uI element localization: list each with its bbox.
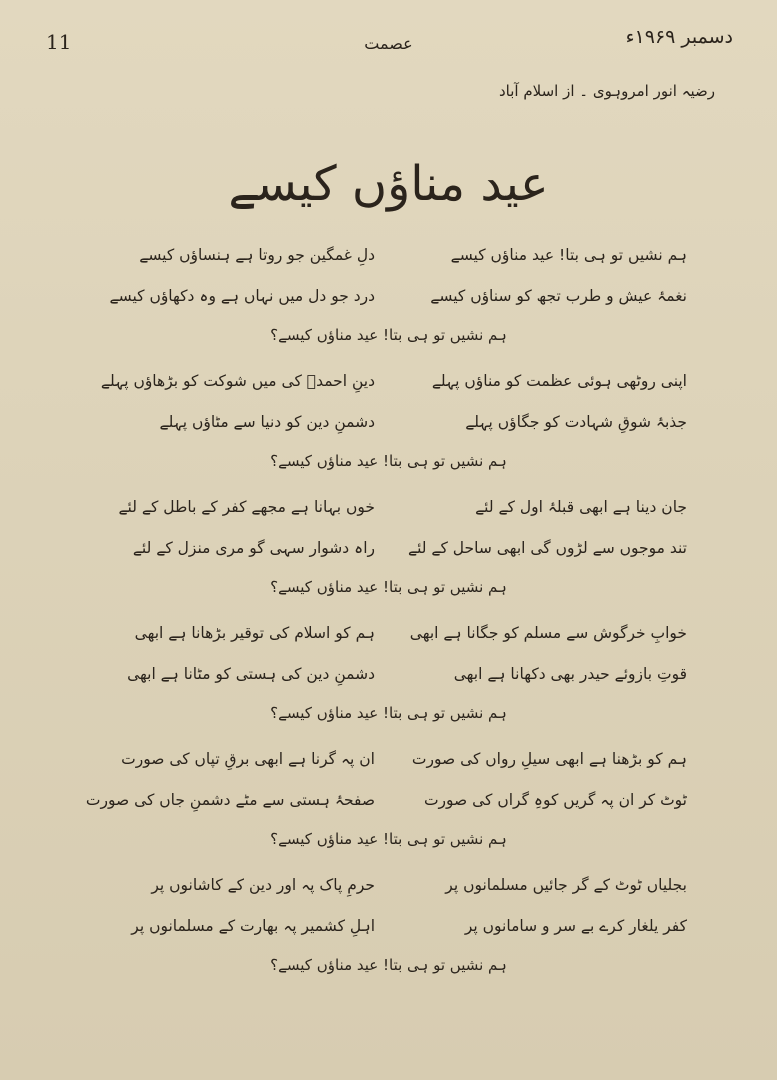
verse-line	[0, 362, 777, 403]
refrain-line: ہم نشیں تو ہی بتا! عید مناؤں کیسے؟	[270, 830, 507, 848]
verse-line	[0, 529, 777, 570]
hemistich-second: صفحۂ ہستی سے مٹے دشمنِ جاں کی صورت	[85, 791, 375, 809]
verse-line	[0, 781, 777, 822]
refrain-line: ہم نشیں تو ہی بتا! عید مناؤں کیسے؟	[270, 956, 507, 974]
refrain-line: ہم نشیں تو ہی بتا! عید مناؤں کیسے؟	[270, 704, 507, 722]
verse-line	[0, 236, 777, 277]
hemistich-second: خوں بہانا ہے مجھے کفر کے باطل کے لئے	[118, 498, 375, 516]
verse-line	[0, 277, 777, 318]
issue-date: دسمبر ۱۹۶۹ء	[625, 26, 733, 48]
verse-line	[0, 655, 777, 696]
refrain-line: ہم نشیں تو ہی بتا! عید مناؤں کیسے؟	[270, 452, 507, 470]
hemistich-first: بجلیاں ٹوٹ کے گر جائیں مسلمانوں پر	[445, 876, 687, 894]
stanza	[0, 614, 777, 740]
magazine-name: عصمت	[364, 34, 413, 53]
hemistich-first: کفر یلغار کرے بے سر و سامانوں پر	[464, 917, 687, 935]
poem-title: عید مناؤں کیسے	[228, 156, 549, 212]
hemistich-second: ان پہ گرنا ہے ابھی برقِ تپاں کی صورت	[121, 750, 375, 768]
hemistich-second: حرمِ پاک پہ اور دین کے کاشانوں پر	[151, 876, 375, 894]
hemistich-first: ٹوٹ کر ان پہ گریں کوہِ گراں کی صورت	[423, 791, 687, 809]
verse-line	[0, 488, 777, 529]
refrain-line: ہم نشیں تو ہی بتا! عید مناؤں کیسے؟	[270, 578, 507, 596]
page-header	[0, 20, 777, 60]
hemistich-second: دلِ غمگین جو روتا ہے ہنساؤں کیسے	[139, 246, 375, 264]
hemistich-first: اپنی روٹھی ہوئی عظمت کو مناؤں پہلے	[431, 372, 687, 390]
hemistich-first: ہم کو بڑھنا ہے ابھی سیلِ رواں کی صورت	[411, 750, 687, 768]
hemistich-second: دینِ احمدؐ کی میں شوکت کو بڑھاؤں پہلے	[100, 372, 375, 390]
hemistich-first: جذبۂ شوقِ شہادت کو جگاؤں پہلے	[465, 413, 687, 431]
hemistich-first: تند موجوں سے لڑوں گی ابھی ساحل کے لئے	[408, 539, 687, 557]
stanza	[0, 236, 777, 362]
stanza	[0, 362, 777, 488]
verse-line	[0, 866, 777, 907]
poem-body	[0, 236, 777, 992]
page-number: 11	[46, 30, 72, 54]
hemistich-second: دشمنِ دین کی ہستی کو مٹانا ہے ابھی	[127, 665, 375, 683]
stanza	[0, 866, 777, 992]
hemistich-first: جان دینا ہے ابھی قبلۂ اول کے لئے	[475, 498, 687, 516]
hemistich-first: ہم نشیں تو ہی بتا! عید مناؤں کیسے	[450, 246, 687, 264]
verse-line	[0, 614, 777, 655]
hemistich-second: ہم کو اسلام کی توقیر بڑھانا ہے ابھی	[134, 624, 375, 642]
refrain-line: ہم نشیں تو ہی بتا! عید مناؤں کیسے؟	[270, 326, 507, 344]
verse-line	[0, 403, 777, 444]
hemistich-second: اہلِ کشمیر پہ بھارت کے مسلمانوں پر	[131, 917, 375, 935]
verse-line	[0, 740, 777, 781]
verse-line	[0, 907, 777, 948]
hemistich-first: نغمۂ عیش و طرب تجھ کو سناؤں کیسے	[430, 287, 687, 305]
author-line: رضیہ انور امروہوی ۔ از اسلام آباد	[498, 82, 715, 100]
stanza	[0, 488, 777, 614]
hemistich-second: درد جو دل میں نہاں ہے وہ دکھاؤں کیسے	[109, 287, 375, 305]
hemistich-first: قوتِ بازوئے حیدر بھی دکھانا ہے ابھی	[453, 665, 687, 683]
hemistich-second: راہ دشوار سہی گو مری منزل کے لئے	[132, 539, 375, 557]
stanza	[0, 740, 777, 866]
hemistich-first: خوابِ خرگوش سے مسلم کو جگانا ہے ابھی	[409, 624, 687, 642]
hemistich-second: دشمنِ دین کو دنیا سے مٹاؤں پہلے	[159, 413, 375, 431]
